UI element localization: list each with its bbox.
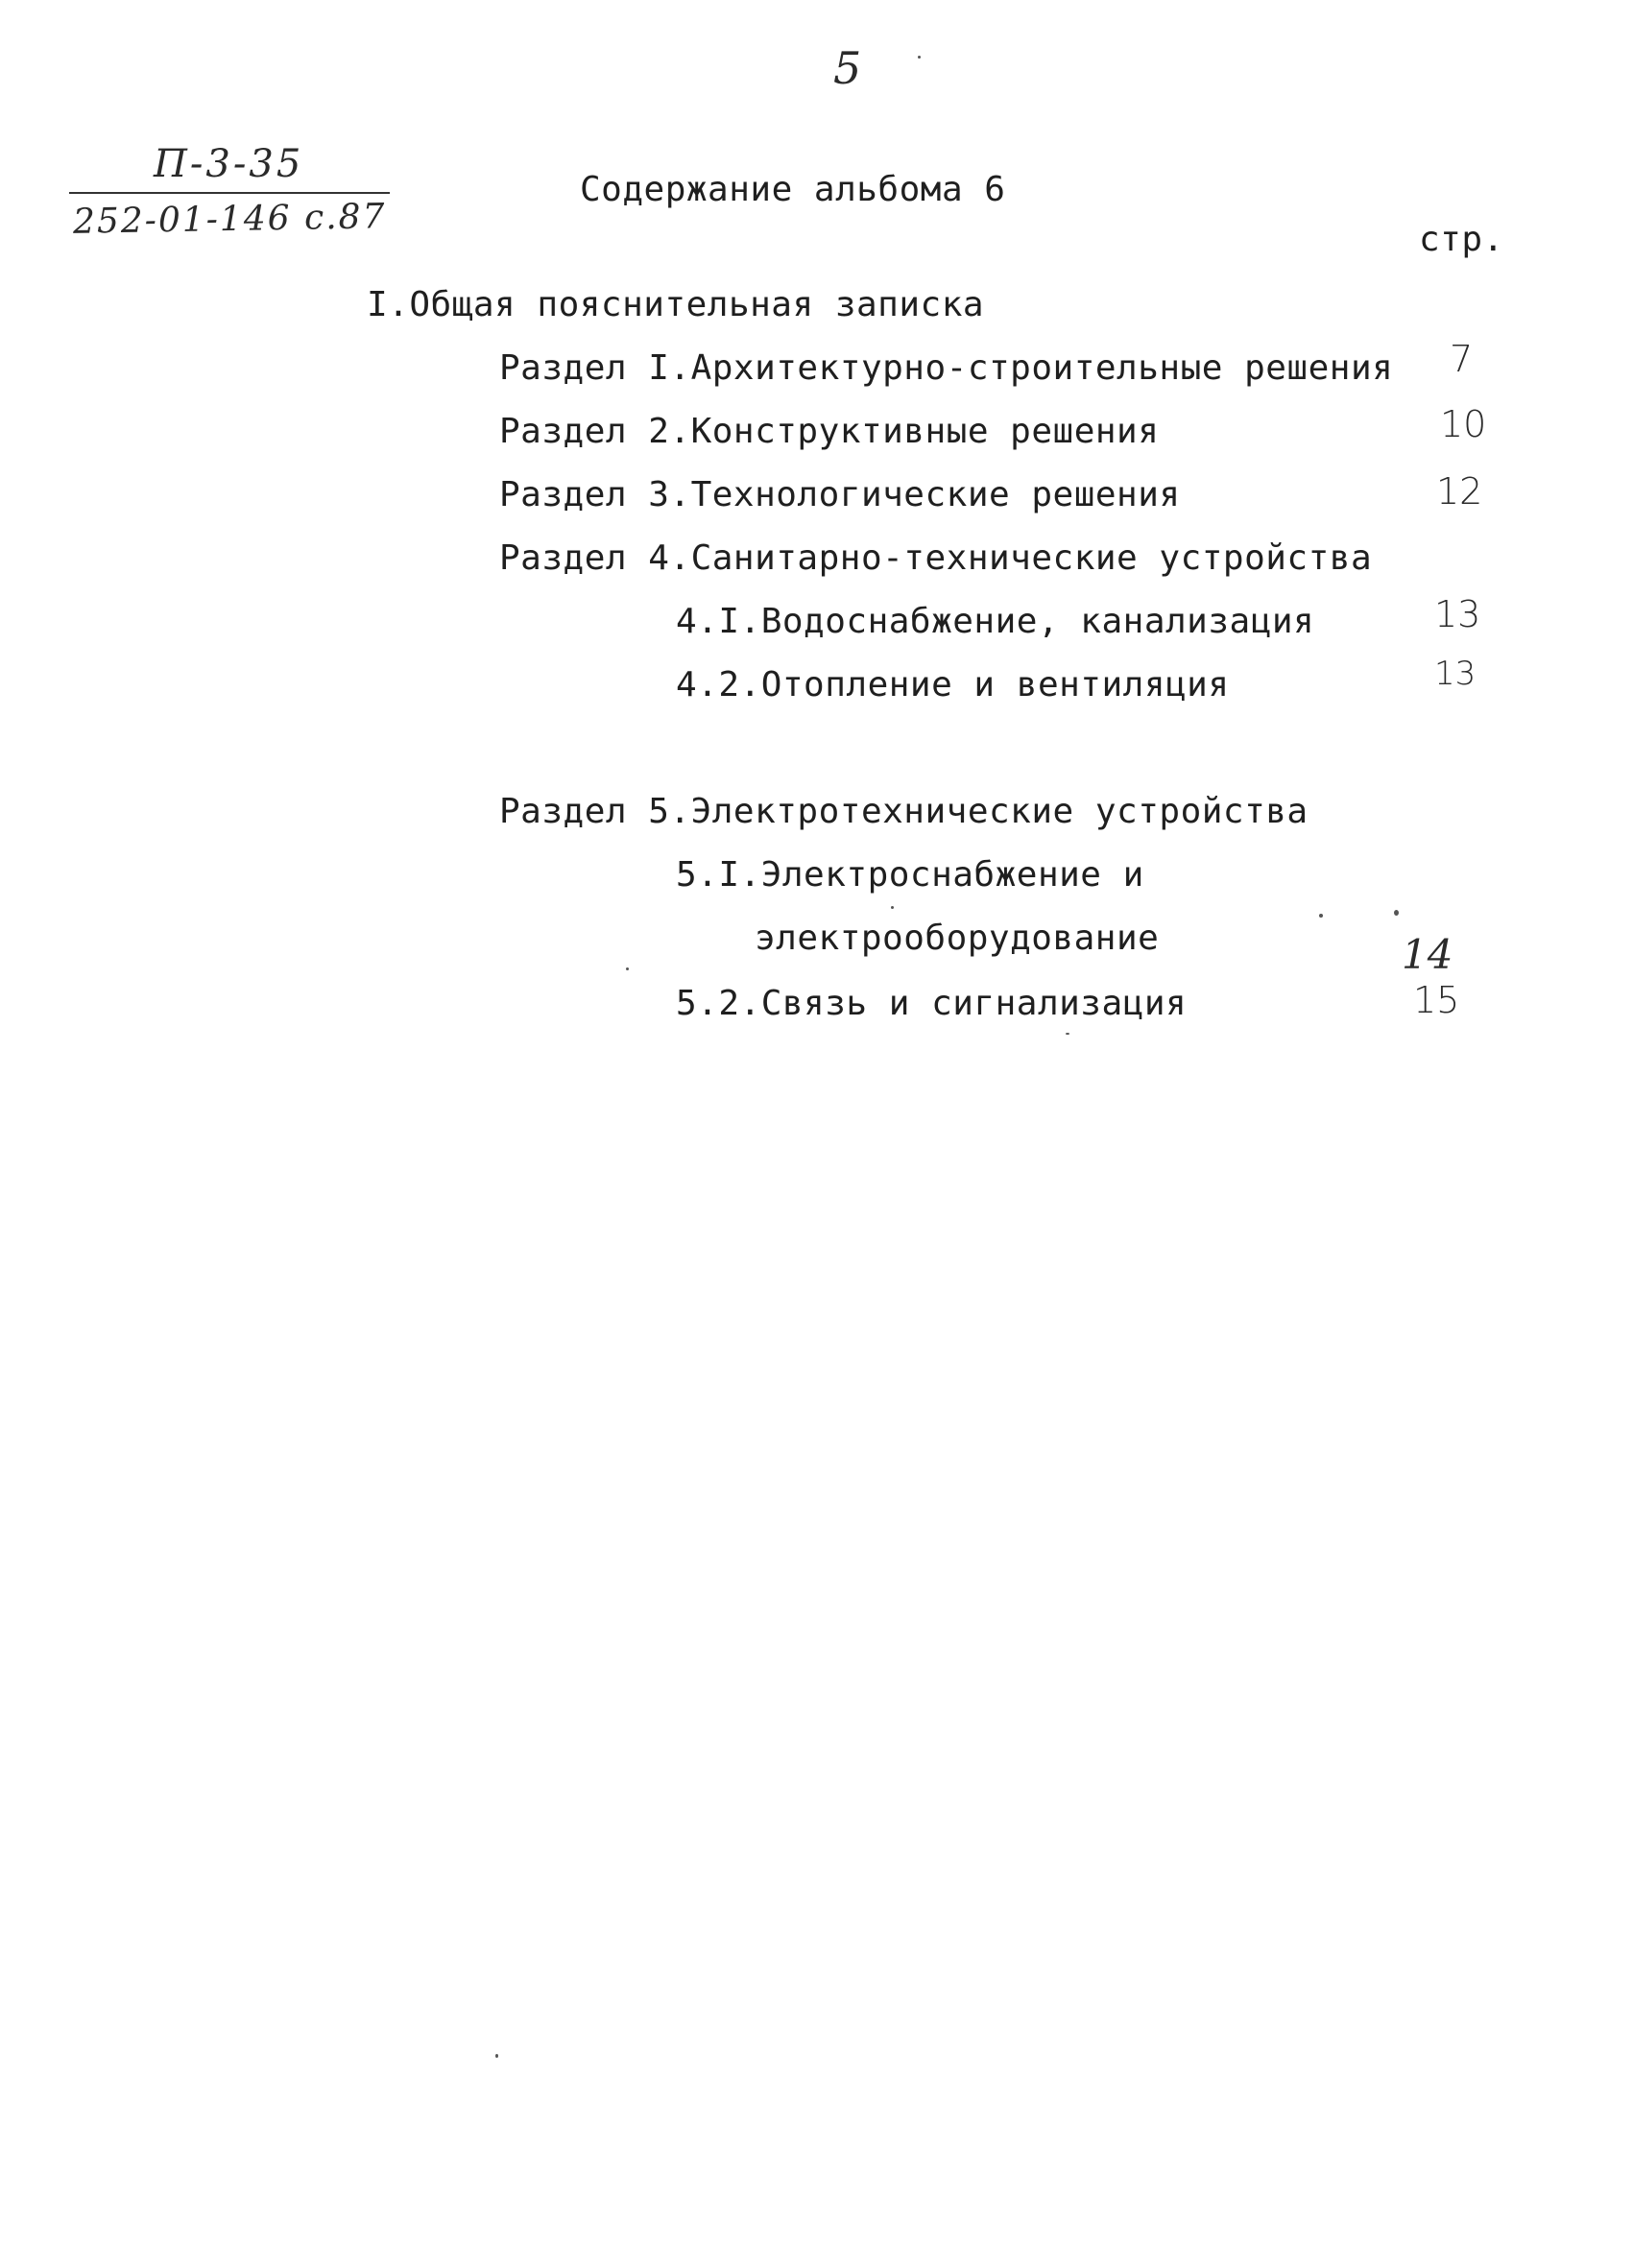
stamp-divider bbox=[69, 192, 390, 194]
stamp-bottom: 252-01-146 с.87 bbox=[72, 197, 387, 242]
toc-section-2: Раздел 2.Конструктивные решения bbox=[499, 412, 1160, 451]
scan-speck bbox=[1394, 910, 1399, 916]
stamp-top: П-3-35 bbox=[154, 142, 304, 186]
toc-section-2-page: 10 bbox=[1440, 403, 1487, 445]
toc-subsection-5-1-line2: электрооборудование bbox=[755, 919, 1160, 958]
toc-section-4: Раздел 4.Санитарно-технические устройства bbox=[499, 538, 1373, 578]
toc-subsection-5-1-line1: 5.I.Электроснабжение и bbox=[676, 855, 1144, 895]
scan-speck bbox=[1319, 914, 1323, 918]
toc-section-1-page: 7 bbox=[1450, 338, 1474, 380]
scan-speck bbox=[918, 56, 921, 59]
toc-subsection-5-2-page: 15 bbox=[1413, 979, 1460, 1021]
toc-section-3: Раздел 3.Технологические решения bbox=[499, 475, 1181, 514]
toc-subsection-4-2: 4.2.Отопление и вентиляция bbox=[676, 665, 1230, 704]
toc-subsection-4-2-page: 13 bbox=[1434, 655, 1477, 693]
scan-speck bbox=[626, 967, 629, 970]
page-column-label: стр. bbox=[1419, 220, 1504, 259]
toc-subsection-4-1: 4.I.Водоснабжение, канализация bbox=[676, 602, 1315, 641]
scan-speck bbox=[1066, 1033, 1069, 1035]
page-title: Содержание альбома 6 bbox=[580, 170, 1006, 209]
toc-part-heading: I.Общая пояснительная записка bbox=[367, 285, 985, 324]
toc-subsection-5-1-page: 14 bbox=[1402, 931, 1453, 978]
toc-section-5: Раздел 5.Электротехнические устройства bbox=[499, 792, 1309, 831]
toc-subsection-4-1-page: 13 bbox=[1434, 593, 1481, 635]
toc-section-3-page: 12 bbox=[1436, 470, 1483, 513]
scan-speck bbox=[891, 906, 894, 909]
toc-section-1: Раздел I.Архитектурно-строительные решения bbox=[499, 348, 1394, 388]
scan-speck bbox=[495, 2054, 498, 2058]
toc-subsection-5-2: 5.2.Связь и сигнализация bbox=[676, 984, 1188, 1023]
page-number: 5 bbox=[833, 42, 862, 94]
